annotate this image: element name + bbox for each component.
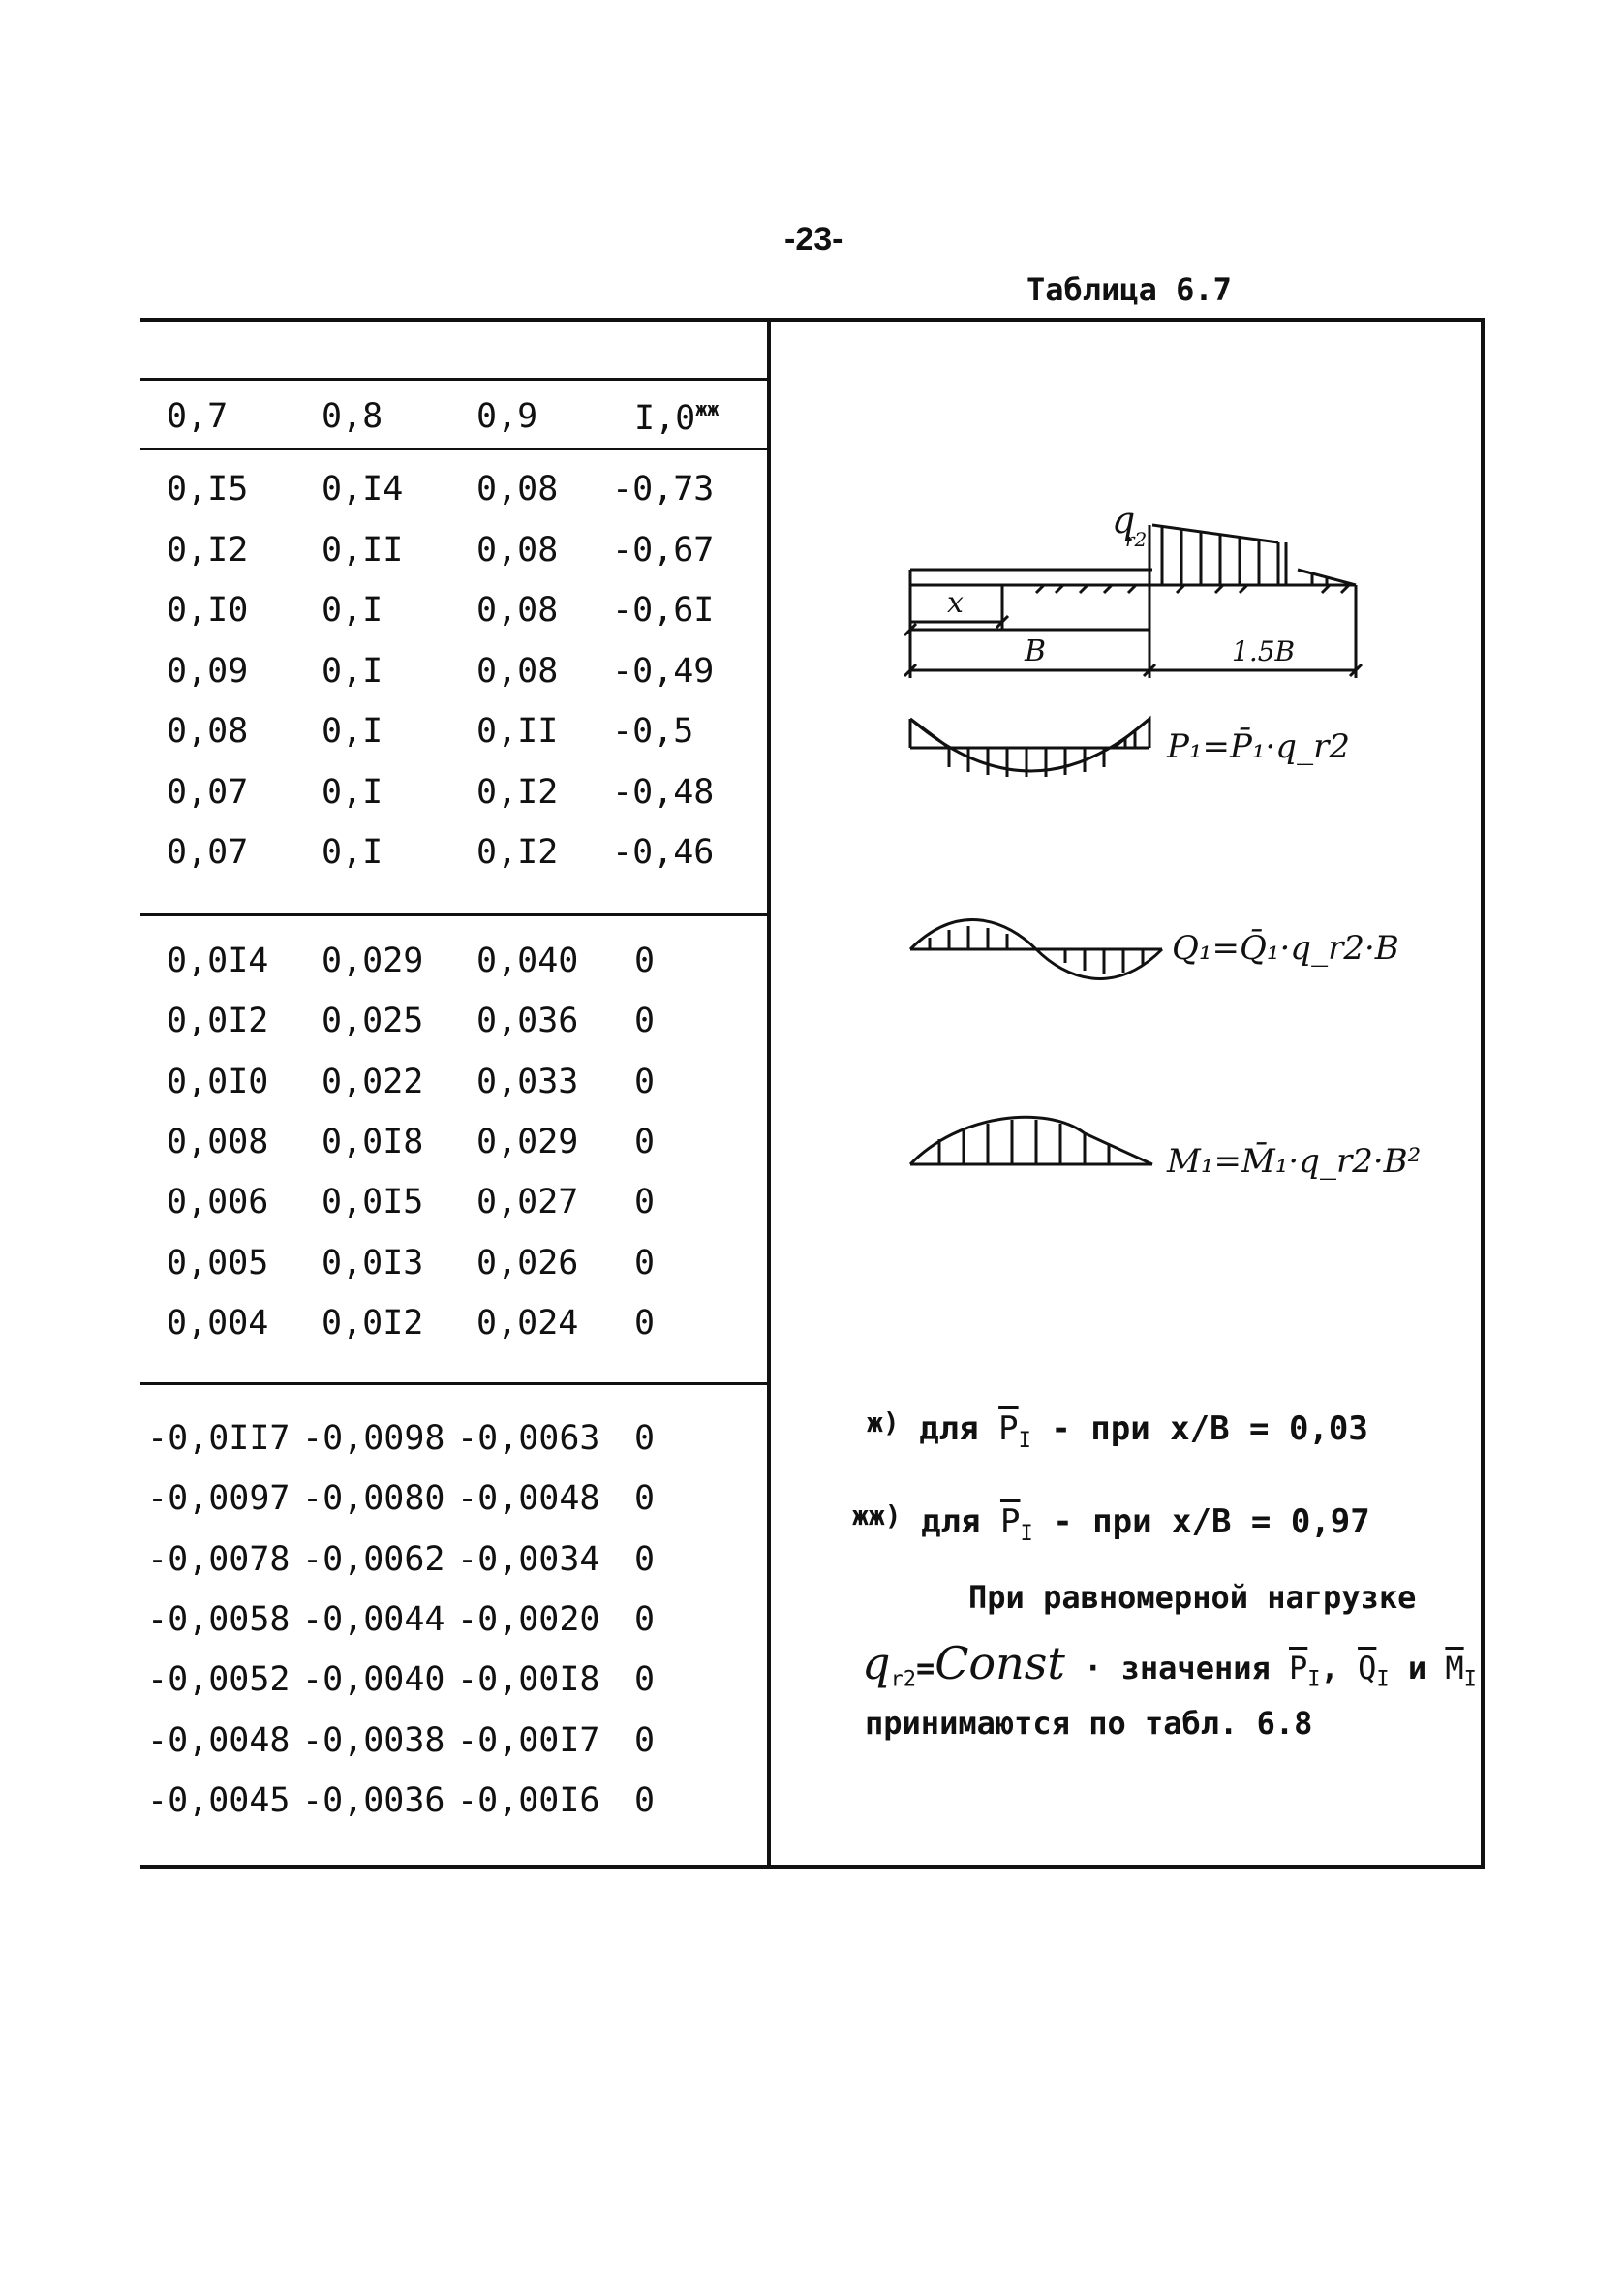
table-cell: -0,0020 bbox=[457, 1599, 600, 1639]
p-bar-symbol: $\overline{P}$ bbox=[1289, 1650, 1308, 1686]
table-cell: 0,08 bbox=[476, 470, 559, 509]
table-cell: -0,0038 bbox=[302, 1720, 445, 1760]
const-word: Const bbox=[935, 1637, 1065, 1689]
table-cell: 0,025 bbox=[322, 1002, 424, 1041]
equals-sign: = bbox=[915, 1650, 935, 1686]
table-cell: 0,033 bbox=[476, 1062, 579, 1101]
comma-1: , bbox=[1320, 1650, 1339, 1686]
table-cell: 0,029 bbox=[322, 942, 424, 980]
table-cell: 0,040 bbox=[476, 942, 579, 980]
table-cell: -0,0052 bbox=[147, 1660, 291, 1700]
table-top-border bbox=[140, 318, 1485, 322]
span-15b-label: 1.5B bbox=[1232, 635, 1296, 667]
q-diagram bbox=[910, 920, 1162, 979]
uniform-load-line-1: При равномерной нагрузке bbox=[968, 1579, 1417, 1616]
table-cell: 0,I4 bbox=[322, 470, 404, 509]
table-cell: 0,006 bbox=[167, 1183, 269, 1222]
table-cell: -0,0058 bbox=[147, 1599, 291, 1639]
table-cell: 0,026 bbox=[476, 1243, 579, 1283]
table-cell: 0,0I4 bbox=[167, 942, 269, 980]
load-label: q bbox=[1112, 499, 1136, 541]
table-cell: 0,I5 bbox=[167, 470, 249, 509]
divider-line bbox=[767, 318, 771, 1869]
table-cell: -0,0048 bbox=[457, 1479, 600, 1519]
footnote-1-condition: - при x/B = 0,03 bbox=[1051, 1409, 1368, 1448]
table-cell: -0,0097 bbox=[147, 1479, 291, 1519]
table-cell: 0,029 bbox=[476, 1122, 579, 1161]
table-cell: 0,08 bbox=[476, 530, 559, 570]
table-cell: 0 bbox=[634, 1002, 656, 1041]
table-cell: 0,09 bbox=[167, 651, 249, 691]
table-cell: -0,0045 bbox=[147, 1780, 291, 1820]
table-cell: -0,6I bbox=[612, 591, 715, 630]
table-cell: -0,73 bbox=[612, 470, 715, 509]
table-cell: 0,0I2 bbox=[322, 1303, 424, 1343]
footnote-2-condition: - при x/B = 0,97 bbox=[1053, 1502, 1370, 1541]
table-cell: -0,49 bbox=[612, 651, 715, 691]
table-cell: -0,0044 bbox=[302, 1599, 445, 1639]
q-symbol-sub: r2 bbox=[890, 1667, 916, 1692]
q-symbol: q bbox=[862, 1637, 891, 1689]
m-bar-sub: I bbox=[1463, 1667, 1477, 1692]
table-cell: 0,036 bbox=[476, 1002, 579, 1041]
header-col-4 bbox=[634, 397, 719, 438]
table-cell: -0,0036 bbox=[302, 1780, 445, 1820]
m-bar-symbol: $\overline{M}$ bbox=[1445, 1650, 1464, 1686]
table-cell: -0,0II7 bbox=[147, 1419, 291, 1458]
table-cell: -0,46 bbox=[612, 833, 715, 872]
load-label-sub: r2 bbox=[1125, 528, 1148, 551]
table-right-border bbox=[1481, 318, 1485, 1869]
table-cell: 0,II bbox=[476, 712, 559, 751]
table-cell: 0,005 bbox=[167, 1243, 269, 1283]
table-cell: -0,0048 bbox=[147, 1720, 291, 1760]
formula-p: P₁=P̄₁·q_r2 bbox=[1167, 727, 1350, 766]
table-cell: 0,008 bbox=[167, 1122, 269, 1161]
table-cell: 0,I bbox=[322, 833, 383, 872]
header-col-2: 0,8 bbox=[322, 397, 383, 436]
section2-bottom-rule bbox=[140, 1382, 768, 1385]
table-cell: 0 bbox=[634, 1303, 656, 1343]
table-cell: -0,00I8 bbox=[457, 1660, 600, 1700]
table-cell: 0,I bbox=[322, 712, 383, 751]
table-cell: 0,024 bbox=[476, 1303, 579, 1343]
uniform-load-line-2 bbox=[862, 1637, 1477, 1691]
table-cell: 0,0I3 bbox=[322, 1243, 424, 1283]
footnote-1-symbol: $\overline{P}$ bbox=[998, 1409, 1019, 1448]
span-b-label: B bbox=[1025, 634, 1047, 668]
table-cell: 0 bbox=[634, 1660, 656, 1700]
table-cell: 0,0I5 bbox=[322, 1183, 424, 1222]
table-cell: -0,0080 bbox=[302, 1479, 445, 1519]
header-bottom-rule bbox=[140, 448, 768, 450]
table-cell: 0 bbox=[634, 1062, 656, 1101]
table-cell: -0,0034 bbox=[457, 1539, 600, 1579]
table-cell: 0,I2 bbox=[476, 772, 559, 812]
table-cell: -0,0078 bbox=[147, 1539, 291, 1579]
m-diagram bbox=[910, 1117, 1152, 1164]
table-cell: 0,08 bbox=[476, 591, 559, 630]
table-cell: 0,0I2 bbox=[167, 1002, 269, 1041]
table-cell: 0,I bbox=[322, 772, 383, 812]
table-cell: 0 bbox=[634, 1243, 656, 1283]
table-cell: 0,I0 bbox=[167, 591, 249, 630]
table-cell: -0,0098 bbox=[302, 1419, 445, 1458]
table-cell: 0 bbox=[634, 1539, 656, 1579]
table-cell: 0,I2 bbox=[167, 530, 249, 570]
table-cell: 0 bbox=[634, 1780, 656, 1820]
table-cell: 0,0I0 bbox=[167, 1062, 269, 1101]
and-word: и bbox=[1407, 1650, 1427, 1686]
table-cell: 0,07 bbox=[167, 833, 249, 872]
q-bar-sub: I bbox=[1376, 1667, 1390, 1692]
table-cell: 0,II bbox=[322, 530, 404, 570]
header-col-4-mark: жж bbox=[695, 397, 720, 420]
footnote-2-symbol: $\overline{P}$ bbox=[999, 1502, 1021, 1541]
table-cell: 0,0I8 bbox=[322, 1122, 424, 1161]
table-cell: 0 bbox=[634, 1599, 656, 1639]
table-cell: 0,I bbox=[322, 651, 383, 691]
footnote-1-text: для bbox=[919, 1409, 979, 1448]
table-cell: -0,0040 bbox=[302, 1660, 445, 1700]
q-bar-symbol: $\overline{Q}$ bbox=[1358, 1650, 1377, 1686]
header-col-1: 0,7 bbox=[167, 397, 229, 436]
footnote-1-mark: ж) bbox=[867, 1406, 900, 1438]
values-word: · значения bbox=[1084, 1650, 1271, 1686]
table-cell: 0 bbox=[634, 1479, 656, 1519]
section1-bottom-rule bbox=[140, 913, 768, 916]
formula-m: M₁=M̄₁·q_r2·B² bbox=[1167, 1142, 1422, 1181]
table-cell: 0,08 bbox=[476, 651, 559, 691]
table-caption: Таблица 6.7 bbox=[1026, 271, 1232, 308]
table-cell: 0,I2 bbox=[476, 833, 559, 872]
x-label: x bbox=[947, 586, 964, 620]
page-number: -23- bbox=[784, 221, 843, 258]
table-cell: 0,08 bbox=[167, 712, 249, 751]
table-cell: -0,5 bbox=[612, 712, 694, 751]
footnote-2-sub: I bbox=[1020, 1521, 1033, 1546]
footnote-1-sub: I bbox=[1018, 1428, 1031, 1453]
table-cell: 0,022 bbox=[322, 1062, 424, 1101]
table-bottom-border bbox=[140, 1865, 1485, 1869]
table-cell: -0,67 bbox=[612, 530, 715, 570]
table-cell: 0 bbox=[634, 1122, 656, 1161]
table-cell: 0,07 bbox=[167, 772, 249, 812]
header-col-4-value: I,0 bbox=[634, 399, 696, 438]
table-cell: 0 bbox=[634, 1419, 656, 1458]
table-cell: 0,027 bbox=[476, 1183, 579, 1222]
p-bar-sub: I bbox=[1307, 1667, 1321, 1692]
table-cell: 0 bbox=[634, 1183, 656, 1222]
formula-q: Q₁=Q̄₁·q_r2·B bbox=[1172, 929, 1399, 968]
footnote-2 bbox=[852, 1499, 1370, 1546]
table-cell: -0,00I6 bbox=[457, 1780, 600, 1820]
beam-diagram bbox=[872, 499, 1422, 1259]
table-cell: 0 bbox=[634, 942, 656, 980]
footnote-1 bbox=[867, 1406, 1368, 1453]
header-col-3: 0,9 bbox=[476, 397, 538, 436]
header-top-rule bbox=[140, 378, 768, 381]
footnote-2-mark: жж) bbox=[852, 1499, 902, 1531]
table-cell: 0,004 bbox=[167, 1303, 269, 1343]
uniform-load-line-3: принимаются по табл. 6.8 bbox=[865, 1705, 1313, 1742]
table-cell: -0,48 bbox=[612, 772, 715, 812]
p-diagram bbox=[910, 719, 1149, 777]
table-cell: -0,00I7 bbox=[457, 1720, 600, 1760]
table-cell: 0 bbox=[634, 1720, 656, 1760]
table-cell: -0,0062 bbox=[302, 1539, 445, 1579]
table-cell: -0,0063 bbox=[457, 1419, 600, 1458]
footnote-2-text: для bbox=[921, 1502, 981, 1541]
table-cell: 0,I bbox=[322, 591, 383, 630]
